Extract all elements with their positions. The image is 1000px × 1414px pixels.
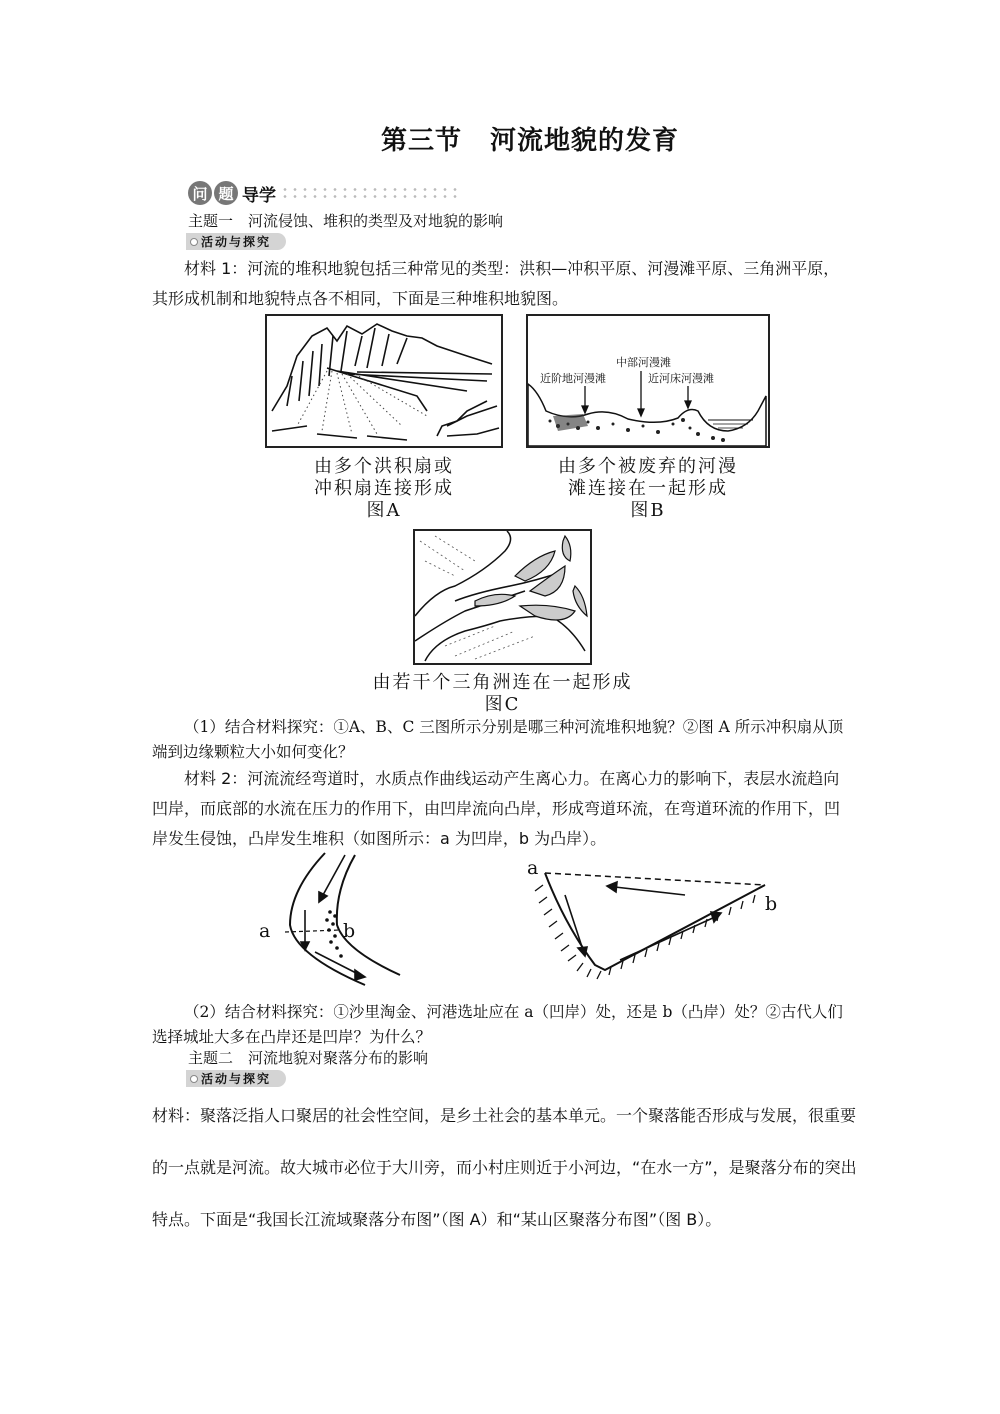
figure-c-caption: 由若干个三角洲连在一起形成 图C xyxy=(330,672,675,716)
topic2-material-text: 材料：聚落泛指人口聚居的社会性空间，是乡土社会的基本单元。一个聚落能否形成与发展，很重要的一点就是河流。故大城市必位于大川旁，而小村庄则近于小河边，“在水一方”，是聚落分布的突出特点。下面是“我国长江流域聚落分布图”（图 A）和“某山区聚落分布图”（图 B）。 xyxy=(152,1106,857,1229)
river-bend-figure xyxy=(255,850,405,990)
figure-b-image xyxy=(526,314,770,448)
material2-text: 材料 2：河流流经弯道时，水质点作曲线运动产生离心力。在离心力的影响下，表层水流趋向凹岸，而底部的水流在压力的作用下，由凹岸流向凸岸，形成弯道环流，在弯道环流的作用下，凹岸发生侵蚀，凸岸发生堆积（如图所示：a 为凹岸，b 为凸岸）。 xyxy=(152,769,841,848)
section-title: 河流地貌的发育 xyxy=(490,126,680,156)
dotted-rule xyxy=(280,186,460,200)
guide-circle-icon: 题 xyxy=(214,181,238,205)
label-concave-bank-a: a xyxy=(527,857,539,879)
figure-a-image xyxy=(265,314,503,448)
guide-header xyxy=(188,178,460,208)
material1-text: 材料 1：河流的堆积地貌包括三种常见的类型：洪积—冲积平原、河漫滩平原、三角洲平原，其形成机制和地貌特点各不相同，下面是三种堆积地貌图。 xyxy=(152,259,840,308)
label-concave-bank-a: a xyxy=(259,920,271,942)
topic2-heading: 主题二 河流地貌对聚落分布的影响 xyxy=(188,1049,429,1067)
label-convex-bank-b: b xyxy=(343,920,356,942)
activity-badge xyxy=(186,1070,286,1087)
activity-badge xyxy=(186,233,286,250)
page-title xyxy=(30,120,1000,157)
question1-text: （1）结合材料探究：①A、B、C 三图所示分别是哪三种河流堆积地貌？②图 A 所示冲积扇从顶端到边缘颗粒大小如何变化？ xyxy=(152,718,844,761)
figure-b-caption: 由多个被废弃的河漫 滩连接在一起形成 图B xyxy=(526,456,770,522)
bullet-icon xyxy=(190,238,198,246)
figure-a-caption: 由多个洪积扇或 冲积扇连接形成 图A xyxy=(265,456,503,522)
label-convex-bank-b: b xyxy=(765,893,778,915)
question2-text: （2）结合材料探究：①沙里淘金、河港选址应在 a（凹岸）处，还是 b（凸岸）处？②古代人们选择城址大多在凸岸还是凹岸？为什么？ xyxy=(152,1003,843,1046)
label-channel-floodplain: 近河床河漫滩 xyxy=(648,372,714,385)
guide-label: 导学 xyxy=(242,185,276,206)
figure-c-image xyxy=(413,529,592,665)
label-terrace-floodplain: 近阶地河漫滩 xyxy=(540,372,606,385)
label-middle-floodplain: 中部河漫滩 xyxy=(616,356,671,369)
delta-illustration xyxy=(415,531,590,663)
guide-circle-icon: 问 xyxy=(188,181,212,205)
bend-circulation-figure xyxy=(525,855,790,985)
bullet-icon xyxy=(190,1075,198,1083)
badge-label: 活动与探究 xyxy=(201,1072,272,1086)
alluvial-fan-illustration xyxy=(267,316,501,446)
topic1-heading: 主题一 河流侵蚀、堆积的类型及对地貌的影响 xyxy=(188,212,504,230)
figure-c-label: 图C xyxy=(484,694,521,715)
figure-b-label: 图B xyxy=(630,500,666,521)
section-number: 第三节 xyxy=(380,126,462,156)
badge-label: 活动与探究 xyxy=(201,235,272,249)
figure-a-label: 图A xyxy=(366,500,402,521)
